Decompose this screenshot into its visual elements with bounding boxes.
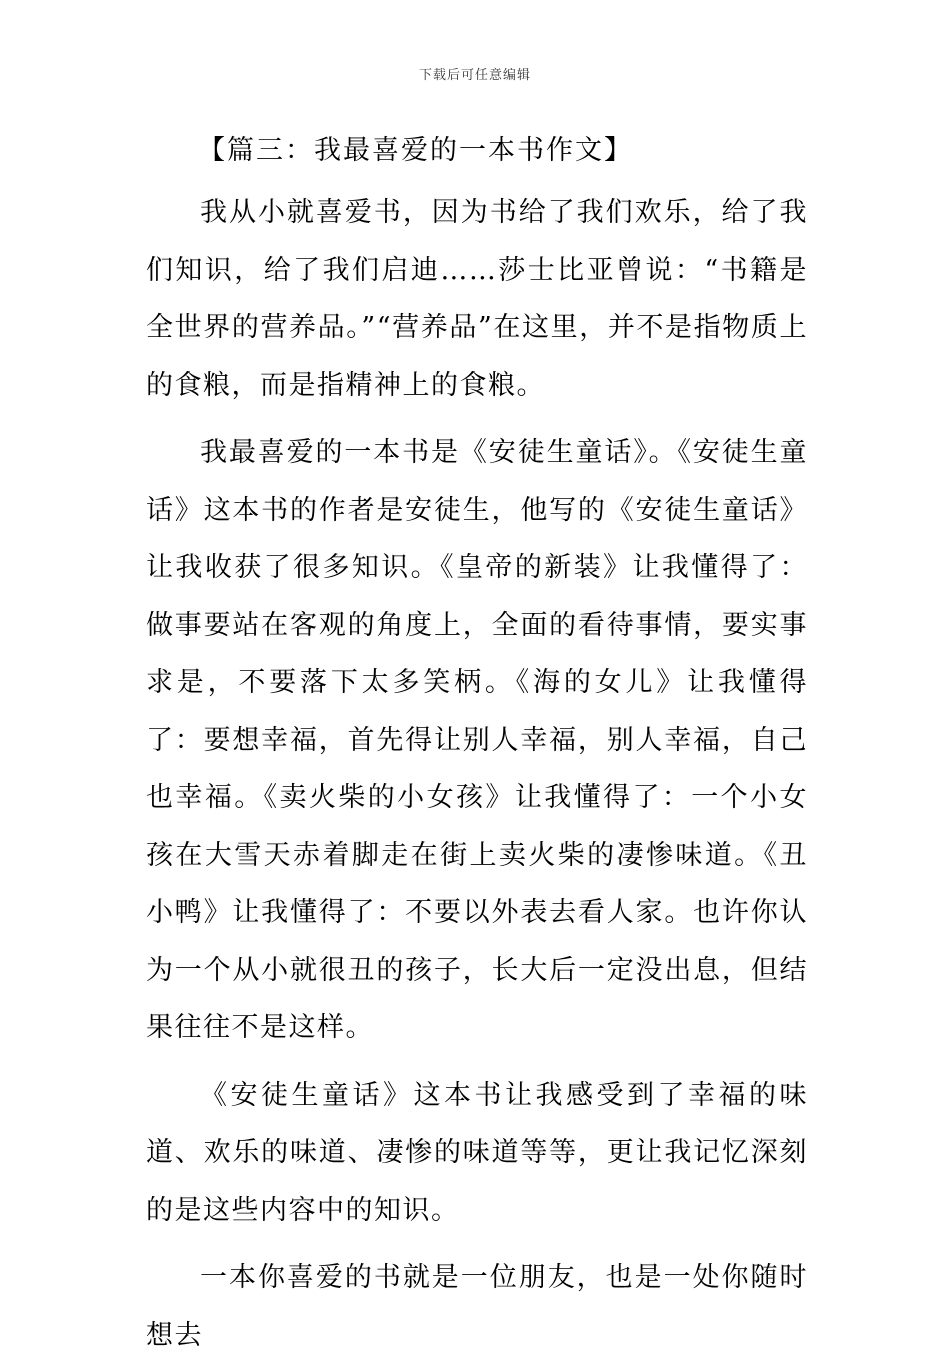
paragraph-2: 我最喜爱的一本书是《安徒生童话》。《安徒生童话》这本书的作者是安徒生，他写的《安徒生童话》让我收获了很多知识。《皇帝的新装》让我懂得了：做事要站在客观的角度上，全面的看待事情，要实事求是，不要落下太多笑柄。《海的女儿》让我懂得了：要想幸福，首先得让别人幸福，别人幸福，自己也幸福。《卖火柴的小女孩》让我懂得了：一个小女孩在大雪天赤着脚走在街上卖火柴的凄惨味道。《丑小鸭》让我懂得了：不要以外表去看人家。也许你认为一个从小就很丑的孩子，长大后一定没出息，但结果往往不是这样。 [146,437,808,1043]
paragraph-4: 一本你喜爱的书就是一位朋友，也是一处你随时想去 [146,1262,808,1351]
document-body [146,128,808,1364]
essay-title: 【篇三：我最喜爱的一本书作文】 [198,135,633,166]
page-header-note: 下载后可任意编辑 [418,68,531,83]
paragraph-3: 《安徒生童话》这本书让我感受到了幸福的味道、欢乐的味道、凄惨的味道等等，更让我记忆深刻的是这些内容中的知识。 [146,1079,808,1226]
paragraph-1: 我从小就喜爱书，因为书给了我们欢乐，给了我们知识，给了我们启迪……莎士比亚曾说：“书籍是全世界的营养品。”“营养品”在这里，并不是指物质上的食粮，而是指精神上的食粮。 [146,197,808,401]
